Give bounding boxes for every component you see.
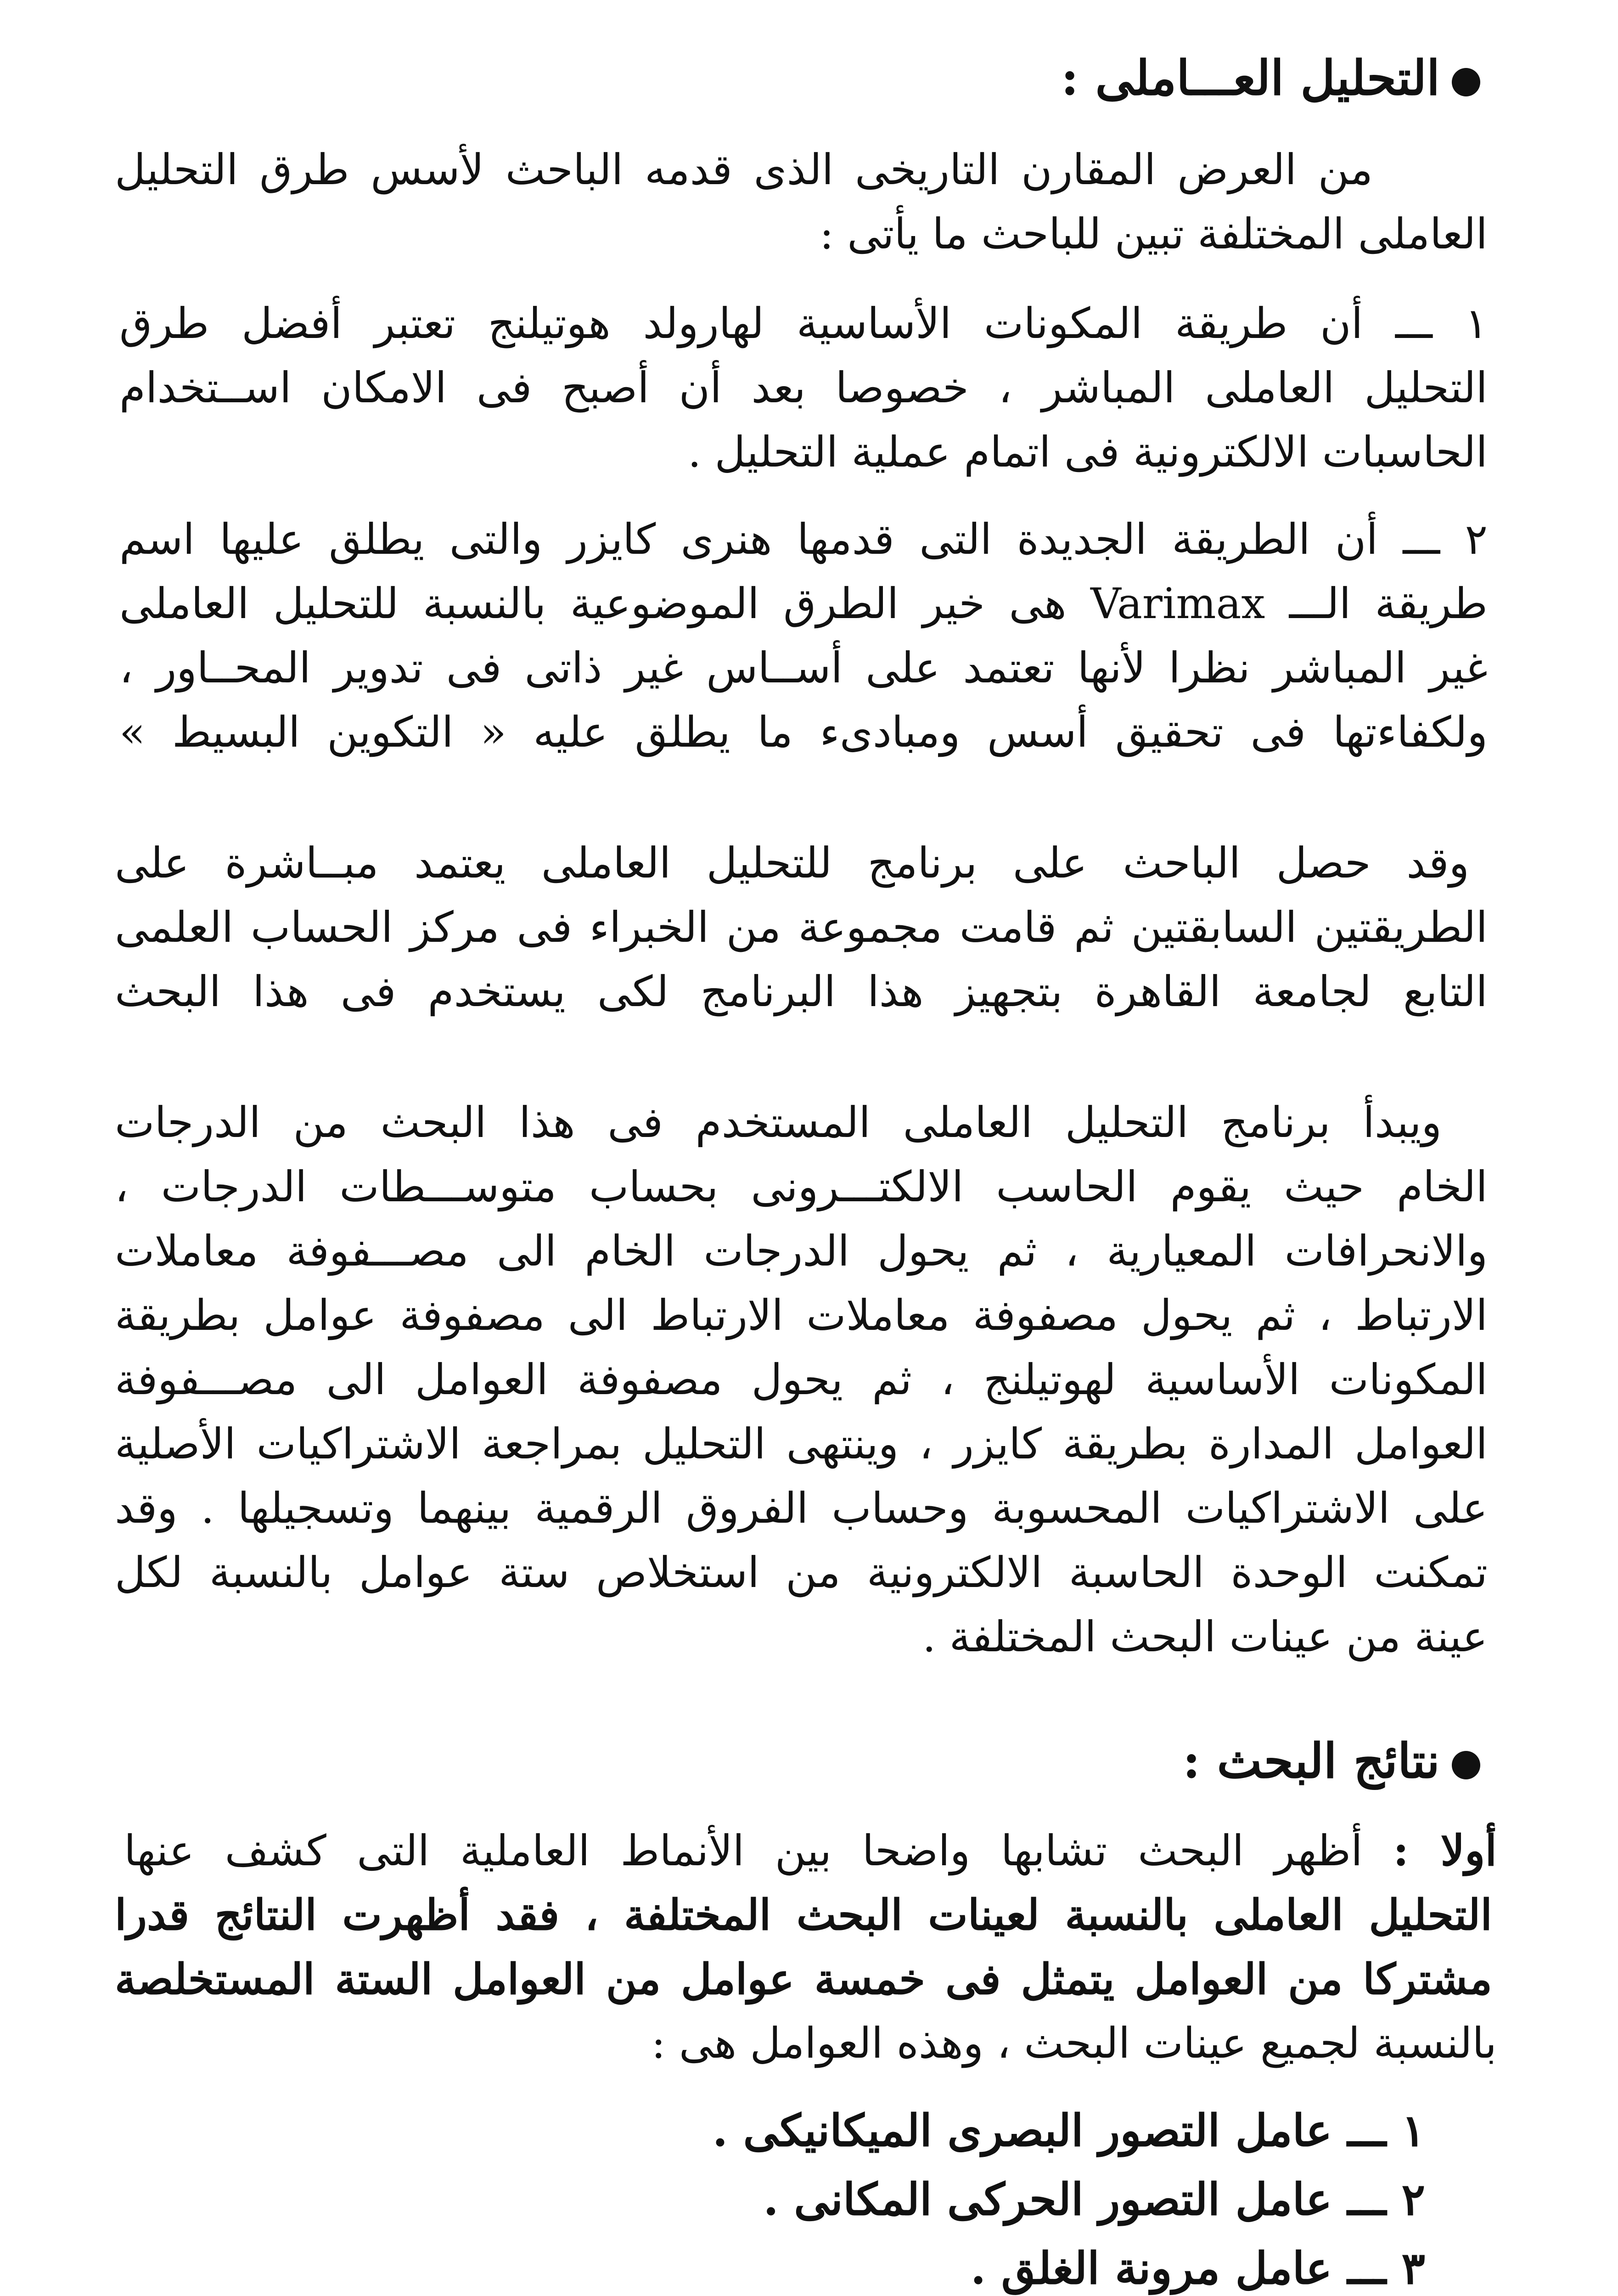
results-heading: نتائج البحث : [1183, 1727, 1480, 1795]
factor-item-2: ٢ ـــ عامل التصور الحركى المكانى . [763, 2173, 1425, 2225]
steps-line-4: الارتباط ، ثم يحول مصفوفة معاملات الارتباط الى مصفوفة عوامل بطريقة [115, 1291, 1488, 1340]
results-line-4: بالنسبة لجميع عينات البحث ، وهذه العوامل هى : [651, 2019, 1497, 2068]
results-line-3: مشتركا من العوامل يتمثل فى خمسة عوامل من العوامل الستة المستخلصة [115, 1954, 1492, 2004]
steps-line-3: والانحرافات المعيارية ، ثم يحول الدرجات الخام الى مصـــفوفة معاملات [115, 1227, 1488, 1276]
steps-line-6: العوامل المدارة بطريقة كايزر ، وينتهى التحليل بمراجعة الاشتراكيات الأصلية [115, 1419, 1488, 1469]
factor-analysis-heading: التحليل العـــاملى : [1061, 44, 1480, 113]
first-label: أولا : [1393, 1826, 1497, 1875]
steps-line-9: عينة من عينات البحث المختلفة . [922, 1612, 1488, 1661]
varimax-term: Varimax [1090, 579, 1265, 628]
factor-item-3: ٣ ـــ عامل مرونة الغلق . [970, 2242, 1425, 2294]
bullet-icon [1452, 68, 1480, 96]
program-line-3: التابع لجامعة القاهرة بتجهيز هذا البرنامج لكى يستخدم فى هذا البحث [115, 967, 1488, 1016]
point1-line-1: ١ ـــ أن طريقة المكونات الأساسية لهارولد هوتيلنج تعتبر أفضل طرق [119, 299, 1488, 348]
steps-line-8: تمكنت الوحدة الحاسبة الالكترونية من استخلاص ستة عوامل بالنسبة لكل [115, 1548, 1488, 1597]
intro-line-1: من العرض المقارن التاريخى الذى قدمه الباحث لأسس طرق التحليل [115, 145, 1373, 194]
results-line-2: التحليل العاملى بالنسبة لعينات البحث المختلفة ، فقد أظهرت النتائج قدرا [115, 1890, 1492, 1940]
point1-line-3: الحاسبات الالكترونية فى اتمام عملية التحليل . [688, 428, 1488, 477]
program-line-1: وقد حصل الباحث على برنامج للتحليل العاملى يعتمد مبــاشرة على [115, 838, 1469, 888]
point2-line-4: ولكفاءتها فى تحقيق أسس ومبادىء ما يطلق عليه « التكوين البسيط » [119, 708, 1488, 757]
steps-line-2: الخام حيث يقوم الحاسب الالكتـــرونى بحساب متوســـطات الدرجات ، [115, 1162, 1488, 1211]
bullet-icon [1452, 1751, 1480, 1779]
steps-line-5: المكونات الأساسية لهوتيلنج ، ثم يحول مصفوفة العوامل الى مصـــفوفة [115, 1355, 1488, 1404]
point2-line-3: غير المباشر نظرا لأنها تعتمد على أســاس غير ذاتى فى تدوير المحــاور ، [119, 643, 1488, 692]
steps-line-7: على الاشتراكيات المحسوبة وحساب الفروق الرقمية بينهما وتسجيلها . وقد [115, 1484, 1488, 1533]
point1-line-2: التحليل العاملى المباشر ، خصوصا بعد أن أصبح فى الامكان اســتخدام [119, 363, 1488, 412]
intro-line-2: العاملى المختلفة تبين للباحث ما يأتى : [819, 209, 1488, 259]
program-line-2: الطريقتين السابقتين ثم قامت مجموعة من الخبراء فى مركز الحساب العلمى [115, 903, 1488, 952]
point2-line-1: ٢ ـــ أن الطريقة الجديدة التى قدمها هنرى كايزر والتى يطلق عليها اسم [119, 515, 1488, 564]
point2-line-2: طريقة الـــ Varimax هى خير الطرق الموضوعية بالنسبة للتحليل العاملى [119, 579, 1488, 628]
results-line-1: أولا : أظهر البحث تشابها واضحا بين الأنماط العاملية التى كشف عنها [124, 1826, 1497, 1875]
factor-item-1: ١ ـــ عامل التصور البصرى الميكانيكى . [712, 2105, 1425, 2156]
steps-line-1: ويبدأ برنامج التحليل العاملى المستخدم فى هذا البحث من الدرجات [115, 1098, 1442, 1147]
